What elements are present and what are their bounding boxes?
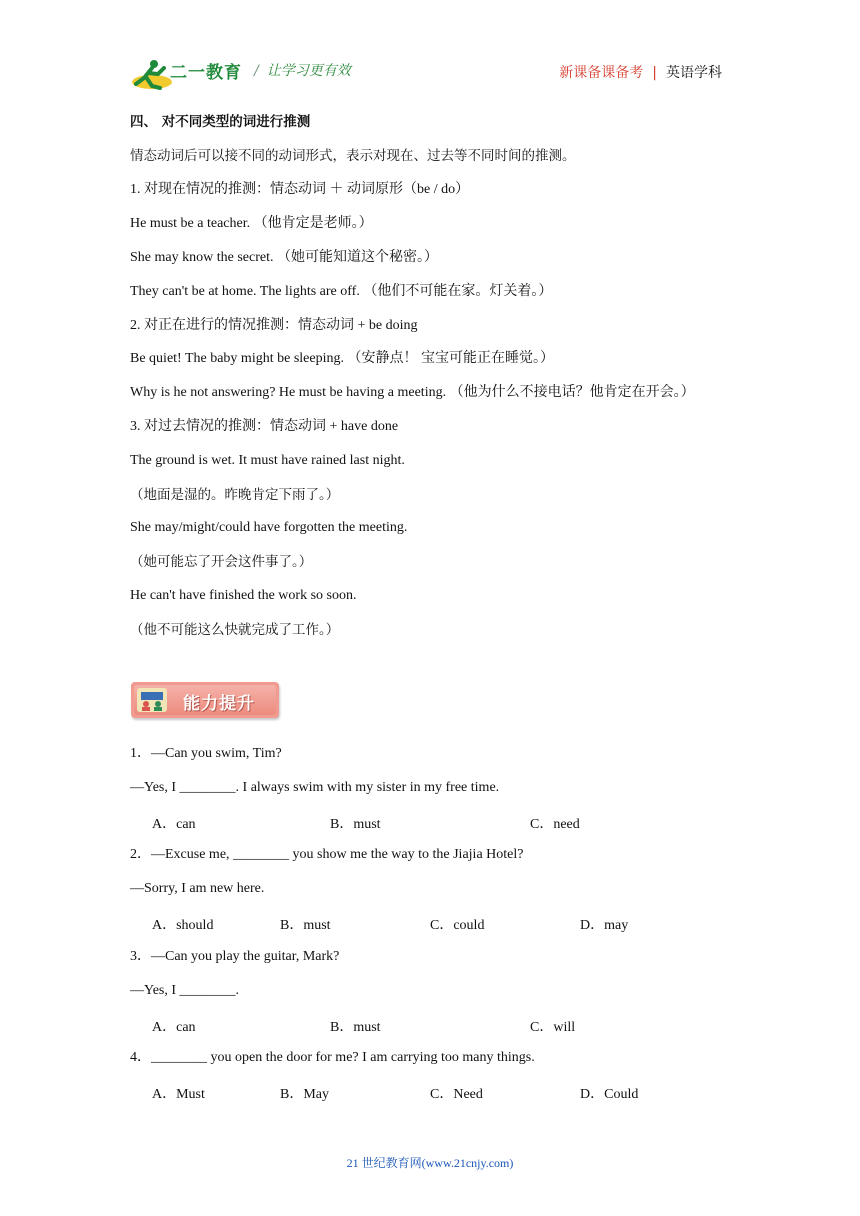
question-2-option-a[interactable]: A．should — [152, 918, 214, 933]
question-4-stem: 4．________ you open the door for me? I am carrying too many things. — [130, 1050, 535, 1065]
rule-1-title: 1. 对现在情况的推测：情态动词 ＋ 动词原形（be / do） — [130, 182, 470, 197]
question-1-stem: 1．—Can you swim, Tim? — [130, 746, 282, 761]
page-footer[interactable]: 21 世纪教育网(www.21cnjy.com) — [346, 1156, 514, 1170]
rule-3-example-1: The ground is wet. It must have rained last night. — [130, 453, 405, 468]
rule-1-example-2: She may know the secret. （她可能知道这个秘密。） — [130, 250, 438, 265]
question-1-option-b[interactable]: B．must — [330, 817, 381, 832]
classroom-icon — [137, 688, 167, 712]
slogan: / 让学习更有效 — [254, 63, 351, 79]
header-separator: | — [652, 65, 657, 81]
question-2-option-c[interactable]: C．could — [430, 918, 485, 933]
rule-3-title: 3. 对过去情况的推测：情态动词 + have done — [130, 419, 399, 434]
logo-text: 二一教育 — [170, 63, 242, 83]
rule-3-example-3: He can't have finished the work so soon. — [130, 588, 357, 603]
rule-3-example-2-translation: （她可能忘了开会这件事了。） — [130, 554, 313, 570]
question-3-option-a[interactable]: A．can — [152, 1020, 196, 1035]
question-2-option-b[interactable]: B．must — [280, 918, 331, 933]
question-4-option-d[interactable]: D．Could — [580, 1087, 639, 1102]
question-4-option-b[interactable]: B．May — [280, 1087, 329, 1102]
slogan-text: 让学习更有效 — [266, 63, 351, 79]
question-4-option-a[interactable]: A．Must — [152, 1087, 205, 1102]
question-1-reply: —Yes, I ________. I always swim with my sister in my free time. — [130, 780, 500, 795]
rule-3-example-3-translation: （他不可能这么快就完成了工作。） — [130, 622, 340, 638]
question-3-stem: 3．—Can you play the guitar, Mark? — [130, 949, 340, 964]
question-2-option-d[interactable]: D．may — [580, 918, 629, 933]
question-1-option-a[interactable]: A．can — [152, 817, 196, 832]
question-2-stem: 2．—Excuse me, ________ you show me the way to the Jiajia Hotel? — [130, 847, 524, 862]
section-intro: 情态动词后可以接不同的动词形式，表示对现在、过去等不同时间的推测。 — [130, 148, 576, 164]
header-right — [559, 62, 722, 82]
question-3-reply: —Yes, I ________. — [130, 983, 240, 998]
question-3-option-c[interactable]: C．will — [530, 1020, 576, 1035]
question-3-option-b[interactable]: B．must — [330, 1020, 381, 1035]
rule-2-title: 2. 对正在进行的情况推测：情态动词 + be doing — [130, 318, 418, 333]
rule-1-example-3: They can't be at home. The lights are off. （他们不可能在家。灯关着。） — [130, 284, 553, 299]
rule-3-example-1-translation: （地面是湿的。昨晚肯定下雨了。） — [130, 487, 340, 503]
rule-3-example-2: She may/might/could have forgotten the meeting. — [130, 520, 408, 535]
question-4-option-c[interactable]: C．Need — [430, 1087, 483, 1102]
rule-2-example-2: Why is he not answering? He must be having a meeting. （他为什么不接电话？他肯定在开会。） — [130, 385, 695, 400]
rule-2-example-1: Be quiet! The baby might be sleeping. （安静点！ 宝宝可能正在睡觉。） — [130, 351, 554, 366]
rule-1-example-1: He must be a teacher. （他肯定是老师。） — [130, 216, 373, 231]
question-2-reply: —Sorry, I am new here. — [130, 881, 265, 896]
question-1-option-c[interactable]: C．need — [530, 817, 580, 832]
ability-banner — [131, 682, 279, 718]
banner-label: 能力提升 — [183, 694, 255, 714]
header-course-label: 新课备课备考 — [559, 65, 644, 81]
page-header — [130, 52, 730, 92]
header-subject-label: 英语学科 — [666, 65, 722, 81]
section-title: 四、 对不同类型的词进行推测 — [130, 114, 311, 130]
